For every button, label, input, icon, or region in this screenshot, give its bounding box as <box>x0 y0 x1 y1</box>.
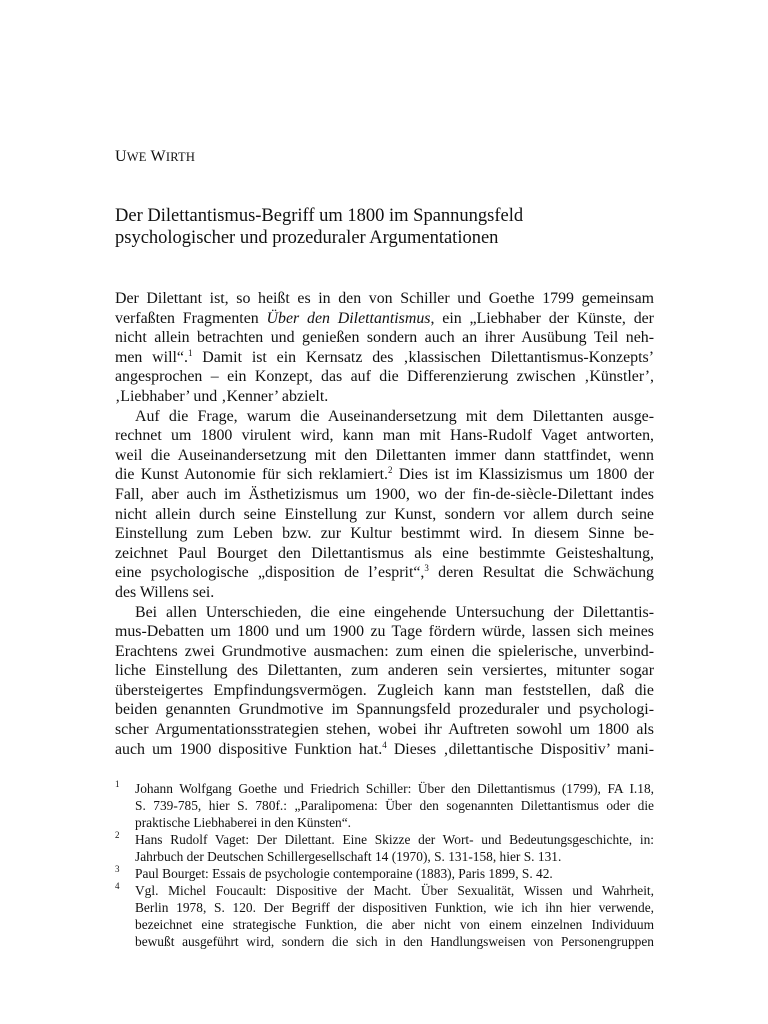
author-name <box>115 148 195 166</box>
title-line-2: psychologischer und prozeduraler Argumentationen <box>115 228 499 248</box>
footnote-number: 3 <box>115 864 120 874</box>
article-title <box>115 205 654 249</box>
footnote-line: S. 739-785, hier S. 780f.: „Paralipomena: Über den sogenannten Dilettantismus oder die <box>135 798 654 813</box>
paragraph-2-line: eine psychologische „disposition de l’esprit“,$^3$ deren Resultat die Schwächung <box>115 563 654 582</box>
paragraph-3-line: beiden genannten Grundmotive im Spannungsfeld prozeduraler und psychologi- <box>115 701 654 719</box>
footnote-line: Johann Wolfgang Goethe und Friedrich Schiller: Über den Dilettantismus (1799), FA I.18, <box>135 781 654 796</box>
paragraph-3-line: liche Einstellung des Dilettanten, zum anderen sein versiertes, mitunter sogar <box>115 662 654 680</box>
paragraph-2-line: Einstellung zum Leben bzw. zur Kultur bestimmt wird. In diesem Sinne be- <box>115 525 654 543</box>
body-text <box>115 289 654 759</box>
footnote-line: praktische Liebhaberei in den Künsten“. <box>135 815 352 830</box>
footnote <box>115 865 654 882</box>
footnote <box>115 882 654 950</box>
footnote-number: 2 <box>115 830 120 840</box>
footnote-line: Berlin 1978, S. 120. Der Begriff der dispositiven Funktion, wie ich ihn hier verwende, <box>135 900 654 915</box>
footnote <box>115 780 654 831</box>
footnotes <box>115 780 654 950</box>
footnote-number: 1 <box>115 779 120 789</box>
title-line-1: Der Dilettantismus-Begriff um 1800 im Spannungsfeld <box>115 206 524 226</box>
paragraph-2-line: Auf die Frage, warum die Auseinandersetzung mit dem Dilettanten ausge- <box>135 407 654 425</box>
paragraph-1-line: nicht allein betrachten und genießen sondern auch an ihrer Ausübung Teil neh- <box>115 329 654 347</box>
footnote <box>115 831 654 865</box>
paragraph-2-line: rechnet um 1800 virulent wird, kann man mit Hans-Rudolf Vaget antworten, <box>115 427 654 445</box>
footnote-marker: 4 <box>382 739 387 750</box>
paragraph-3-line: übersteigertes Empfindungsvermögen. Zugleich kann man feststellen, daß die <box>115 681 654 699</box>
paragraph-2-line: die Kunst Autonomie für sich reklamiert.$^2$ Dies ist im Klassizismus um 1800 der <box>115 465 654 484</box>
paragraph-1-line: Der Dilettant ist, so heißt es in den von Schiller und Goethe 1799 gemeinsam <box>115 290 654 307</box>
footnote-marker: 1 <box>187 347 193 358</box>
author-initial-2: W <box>150 148 166 165</box>
paragraph-1-line: verfaßten Fragmenten Über den Dilettantismus, ein „Liebhaber der Künste, der <box>115 309 654 327</box>
footnote-line: Paul Bourget: Essais de psychologie contemporaine (1883), Paris 1899, S. 42. <box>135 866 553 881</box>
paragraph-3 <box>115 603 654 760</box>
paragraph-2 <box>115 407 654 603</box>
paragraph-2-line: zeichnet Paul Bourget den Dilettantismus als eine bestimmte Geisteshaltung, <box>115 544 654 562</box>
footnote-marker: 3 <box>424 563 429 574</box>
paragraph-1-line: men will“.$^1$ Damit ist ein Kernsatz des ‚klassischen Dilettantismus-Konzepts’ <box>115 347 654 366</box>
footnote-number: 4 <box>115 881 120 891</box>
page <box>115 0 654 1024</box>
paragraph-2-line: des Willens sei. <box>115 583 215 601</box>
footnote-line: Jahrbuch der Deutschen Schillergesellschaft 14 (1970), S. 131-158, hier S. 131. <box>135 849 562 864</box>
paragraph-3-line: auch um 1900 dispositive Funktion hat.$^4$ Dieses ‚dilettantische Dispositiv’ mani- <box>115 739 654 758</box>
author-rest-1: WE <box>126 150 147 164</box>
paragraph-1-line: angesprochen – ein Konzept, das auf die Differenzierung zwischen ‚Künstler’, <box>115 368 654 386</box>
paragraph-2-line: Fall, aber auch im Ästhetizismus um 1900, wo der fin-de-siècle-Dilettant indes <box>115 485 654 503</box>
paragraph-2-line: nicht allein durch seine Einstellung zur Kunst, sondern vor allem durch seine <box>115 505 654 523</box>
paragraph-3-line: scher Argumentationsstrategien stehen, wobei ihr Auftreten sowohl um 1800 als <box>115 721 654 739</box>
paragraph-2-line: weil die Auseinandersetzung mit den Dilettanten immer dann stattfindet, wenn <box>115 446 654 464</box>
paragraph-3-line: mus-Debatten um 1800 und um 1900 zu Tage fördern würde, lassen sich meines <box>115 623 654 641</box>
work-title: Über den Dilettantismus <box>266 309 431 327</box>
footnote-line: Hans Rudolf Vaget: Der Dilettant. Eine Skizze der Wort- und Bedeutungsgeschichte, in: <box>135 832 654 847</box>
paragraph-3-line: Bei allen Unterschieden, die eine eingehende Untersuchung der Dilettantis- <box>135 603 654 621</box>
footnote-marker: 2 <box>388 465 393 476</box>
paragraph-1-line: ‚Liebhaber’ und ‚Kenner’ abzielt. <box>115 387 329 405</box>
author-rest-2: IRTH <box>165 150 196 164</box>
paragraph-1 <box>115 289 654 407</box>
footnote-line: bewußt ausgeführt wird, sondern die sich in den Handlungsweisen von Personengruppen <box>135 934 654 949</box>
paragraph-3-line: Erachtens zwei Grundmotive ausmachen: zum einen die spielerische, unverbind- <box>115 642 654 660</box>
footnote-line: bezeichnet eine strategische Funktion, die aber nicht von einem einzelnen Individuum <box>135 917 654 932</box>
author-initial-1: U <box>115 148 127 165</box>
footnote-line: Vgl. Michel Foucault: Dispositive der Macht. Über Sexualität, Wissen und Wahrheit, <box>135 883 654 898</box>
